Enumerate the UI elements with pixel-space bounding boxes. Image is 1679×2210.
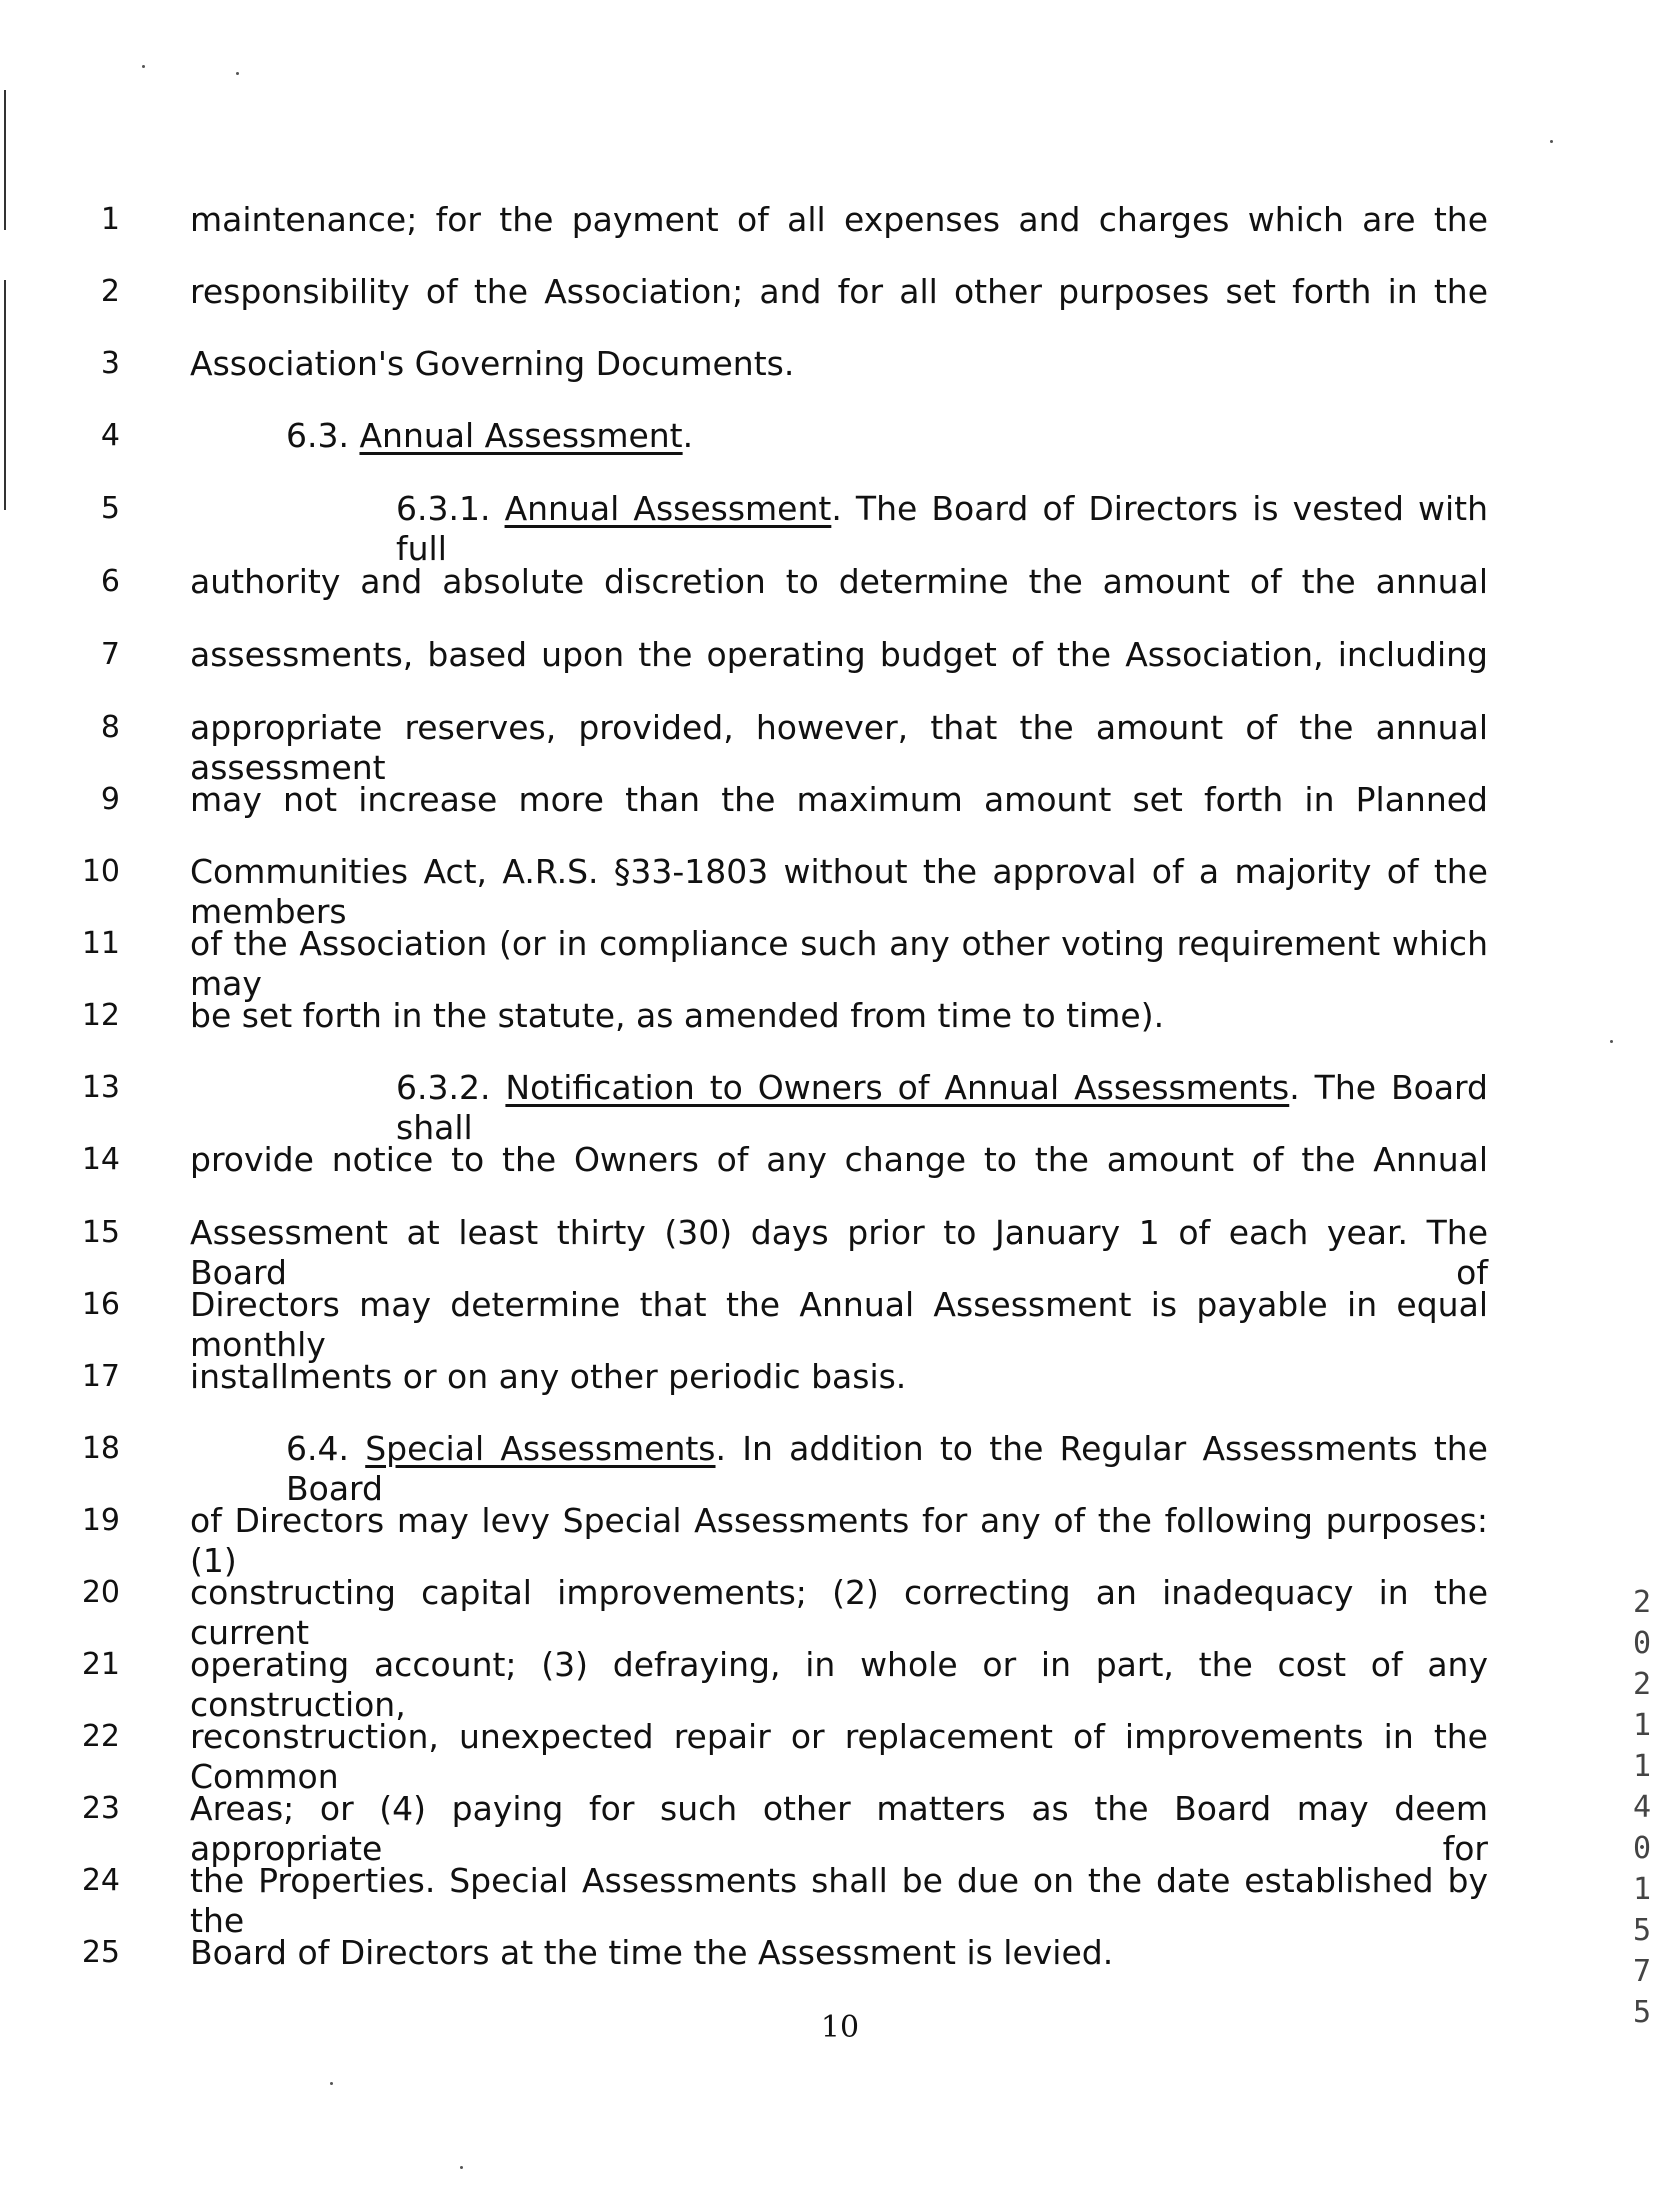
line-number: 17	[81, 1359, 120, 1394]
line-number: 3	[100, 346, 120, 381]
text-run: reconstruction, unexpected repair or replacement of improvements in the Common	[190, 1717, 1488, 1796]
stamp-digit: 5	[1632, 1995, 1652, 2030]
line-text	[190, 1501, 1488, 1580]
stamp-digit: 5	[1632, 1913, 1652, 1948]
text-run: be set forth in the statute, as amended from time to time).	[190, 996, 1165, 1035]
line-text	[190, 1933, 1488, 1973]
line-number: 5	[100, 491, 120, 526]
text-run: 6.3.1.	[396, 489, 505, 528]
section-heading: Annual Assessment	[359, 416, 683, 455]
scan-speck	[1610, 1040, 1613, 1043]
text-run: 6.3.	[286, 416, 360, 455]
text-run: . The Board shall	[396, 1068, 1488, 1147]
stamp-digit: 1	[1632, 1749, 1652, 1784]
line-text	[190, 1213, 1488, 1292]
text-run: Board of Directors at the time the Assessment is levied.	[190, 1933, 1114, 1972]
line-text	[190, 852, 1488, 931]
line-number: 24	[81, 1863, 120, 1898]
line-text	[286, 1429, 1488, 1508]
line-number: 15	[81, 1215, 120, 1250]
stamp-digit: 7	[1632, 1954, 1652, 1989]
text-run: operating account; (3) defraying, in whole or in part, the cost of any construction,	[190, 1645, 1488, 1724]
line-number: 23	[81, 1791, 120, 1826]
text-run: appropriate reserves, provided, however, that the amount of the annual assessment	[190, 708, 1488, 787]
line-text	[190, 708, 1488, 787]
text-run: Directors may determine that the Annual Assessment is payable in equal monthly	[190, 1285, 1488, 1364]
text-run: may not increase more than the maximum amount set forth in Planned	[190, 780, 1488, 819]
line-number: 4	[100, 418, 120, 453]
section-heading: Annual Assessment	[504, 489, 832, 528]
stamp-digit: 2	[1632, 1585, 1652, 1620]
line-number: 11	[81, 926, 120, 961]
line-number: 12	[81, 998, 120, 1033]
line-text	[190, 200, 1488, 240]
line-number: 8	[100, 710, 120, 745]
line-number: 10	[81, 854, 120, 889]
text-run: of Directors may levy Special Assessments for any of the following purposes: (1)	[190, 1501, 1488, 1580]
line-text	[190, 1717, 1488, 1796]
line-number: 1	[100, 202, 120, 237]
text-run: the Properties. Special Assessments shall be due on the date established by the	[190, 1861, 1488, 1940]
line-number: 21	[81, 1647, 120, 1682]
line-text	[190, 1573, 1488, 1652]
line-number: 6	[100, 564, 120, 599]
line-number: 9	[100, 782, 120, 817]
line-text	[190, 1357, 1488, 1397]
stamp-digit: 0	[1632, 1626, 1652, 1661]
line-text	[190, 1645, 1488, 1724]
line-text	[190, 1285, 1488, 1364]
line-number: 19	[81, 1503, 120, 1538]
text-run: .	[682, 416, 694, 455]
text-run: responsibility of the Association; and for all other purposes set forth in the	[190, 272, 1488, 311]
line-number: 7	[100, 637, 120, 672]
line-number: 14	[81, 1142, 120, 1177]
text-run: authority and absolute discretion to determine the amount of the annual	[190, 562, 1488, 601]
text-run: Association's Governing Documents.	[190, 344, 795, 383]
text-run: . The Board of Directors is vested with full	[396, 489, 1489, 568]
scan-speck	[330, 2082, 333, 2085]
stamp-digit: 0	[1632, 1831, 1652, 1866]
text-run: Assessment at least thirty (30) days prior to January 1 of each year. The Board of	[190, 1213, 1488, 1292]
section-heading: Special Assessments	[365, 1429, 716, 1468]
text-run: 6.3.2.	[396, 1068, 506, 1107]
line-text	[190, 1789, 1488, 1868]
line-number: 22	[81, 1719, 120, 1754]
text-run: Areas; or (4) paying for such other matters as the Board may deem appropriate for	[190, 1789, 1488, 1868]
scan-speck	[1550, 140, 1553, 143]
text-run: of the Association (or in compliance such any other voting requirement which may	[190, 924, 1488, 1003]
line-number: 20	[81, 1575, 120, 1610]
line-number: 13	[81, 1070, 120, 1105]
stamp-digit: 1	[1632, 1708, 1652, 1743]
text-run: assessments, based upon the operating budget of the Association, including	[190, 635, 1488, 674]
stamp-digit: 2	[1632, 1667, 1652, 1702]
line-text	[396, 1068, 1488, 1147]
line-number: 2	[100, 274, 120, 309]
line-text	[190, 562, 1488, 602]
section-heading: Notification to Owners of Annual Assessments	[505, 1068, 1290, 1107]
text-run: maintenance; for the payment of all expenses and charges which are the	[190, 200, 1488, 239]
text-run: provide notice to the Owners of any change to the amount of the Annual	[190, 1140, 1488, 1179]
line-text	[190, 996, 1488, 1036]
text-run: 6.4.	[286, 1429, 366, 1468]
line-number: 25	[81, 1935, 120, 1970]
left-margin-rule	[4, 90, 6, 230]
scan-speck	[236, 72, 239, 75]
line-number: 18	[81, 1431, 120, 1466]
left-margin-rule	[4, 280, 6, 510]
text-run: constructing capital improvements; (2) correcting an inadequacy in the current	[190, 1573, 1488, 1652]
recording-stamp	[1625, 1582, 1659, 2033]
line-text	[190, 1861, 1488, 1940]
line-text	[190, 272, 1488, 312]
line-text	[286, 416, 1488, 456]
page-number: 10	[820, 2010, 860, 2045]
line-text	[190, 924, 1488, 1003]
text-run: . In addition to the Regular Assessments the Board	[286, 1429, 1488, 1508]
line-text	[190, 1140, 1488, 1180]
line-number: 16	[81, 1287, 120, 1322]
text-run: installments or on any other periodic basis.	[190, 1357, 907, 1396]
line-text	[190, 635, 1488, 675]
line-text	[190, 344, 1488, 384]
scan-speck	[142, 65, 145, 68]
text-run: Communities Act, A.R.S. §33-1803 without the approval of a majority of the members	[190, 852, 1488, 931]
line-text	[396, 489, 1489, 568]
stamp-digit: 4	[1632, 1790, 1652, 1825]
line-text	[190, 780, 1488, 820]
stamp-digit: 1	[1632, 1872, 1652, 1907]
scan-speck	[460, 2166, 463, 2169]
